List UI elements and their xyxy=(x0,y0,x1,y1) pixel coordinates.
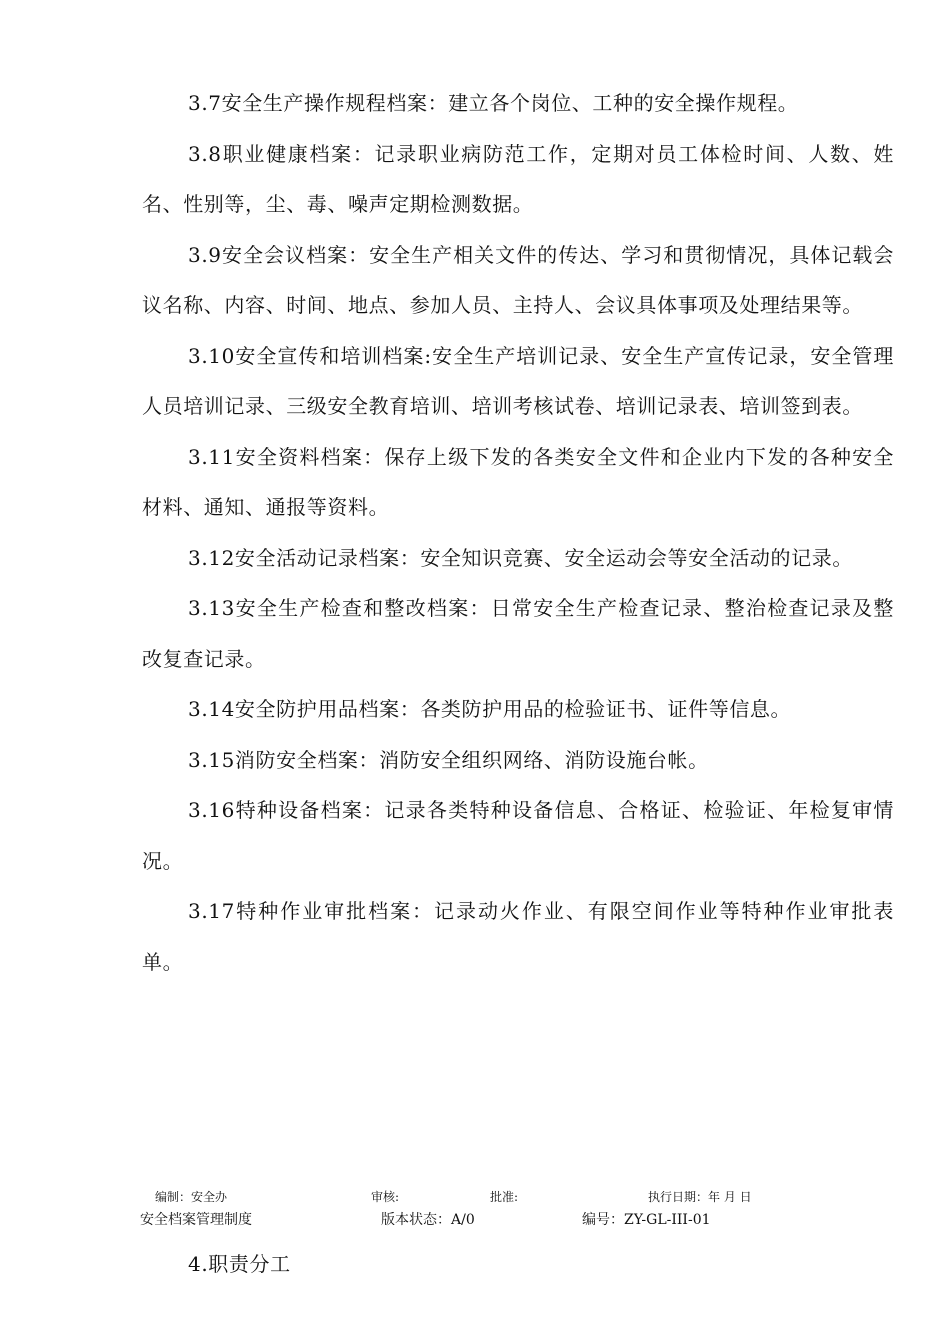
paragraph-3-16: 3.16特种设备档案：记录各类特种设备信息、合格证、检验证、年检复审情况。 xyxy=(142,798,894,873)
paragraph-3-10: 3.10安全宣传和培训档案:安全生产培训记录、安全生产宣传记录，安全管理人员培训记录、三级安全教育培训、培训考核试卷、培训记录表、培训签到表。 xyxy=(142,343,894,418)
paragraph-3-15: 3.15消防安全档案：消防安全组织网络、消防设施台帐。 xyxy=(188,747,709,772)
paragraph-3-8: 3.8职业健康档案：记录职业病防范工作，定期对员工体检时间、人数、姓名、性别等，尘、毒、噪声定期检测数据。 xyxy=(142,141,894,216)
approved-by: 批准: xyxy=(490,1190,519,1204)
paragraph-3-9: 3.9安全会议档案：安全生产相关文件的传达、学习和贯彻情况，具体记载会议名称、内容、时间、地点、参加人员、主持人、会议具体事项及处理结果等。 xyxy=(142,242,894,317)
doc-title: 安全档案管理制度 xyxy=(140,1212,252,1228)
effective-date: 执行日期：年 月 日 xyxy=(648,1190,752,1204)
compiled-by: 编制：安全办 xyxy=(155,1190,228,1204)
paragraph-3-14: 3.14安全防护用品档案：各类防护用品的检验证书、证件等信息。 xyxy=(188,697,792,721)
paragraph-3-17: 3.17特种作业审批档案：记录动火作业、有限空间作业等特种作业审批表单。 xyxy=(142,899,894,974)
footer-doc-info-row xyxy=(0,1210,950,1230)
reviewed-by: 审核: xyxy=(371,1190,400,1204)
footer-approval-row xyxy=(0,1188,950,1206)
paragraph-3-13: 3.13安全生产检查和整改档案：日常安全生产检查记录、整治检查记录及整改复查记录。 xyxy=(142,596,894,671)
paragraph-3-12: 3.12安全活动记录档案：安全知识竞赛、安全运动会等安全活动的记录。 xyxy=(188,545,853,570)
paragraph-3-11: 3.11安全资料档案：保存上级下发的各类安全文件和企业内下发的各种安全材料、通知、通报等资料。 xyxy=(142,444,894,519)
doc-number: 编号：ZY-GL-III-01 xyxy=(582,1212,711,1228)
section-heading: 4.职责分工 xyxy=(188,1252,291,1276)
version-status: 版本状态：A/0 xyxy=(381,1212,475,1228)
document-body xyxy=(142,78,894,987)
paragraph-3-7: 3.7安全生产操作规程档案：建立各个岗位、工种的安全操作规程。 xyxy=(188,91,799,115)
